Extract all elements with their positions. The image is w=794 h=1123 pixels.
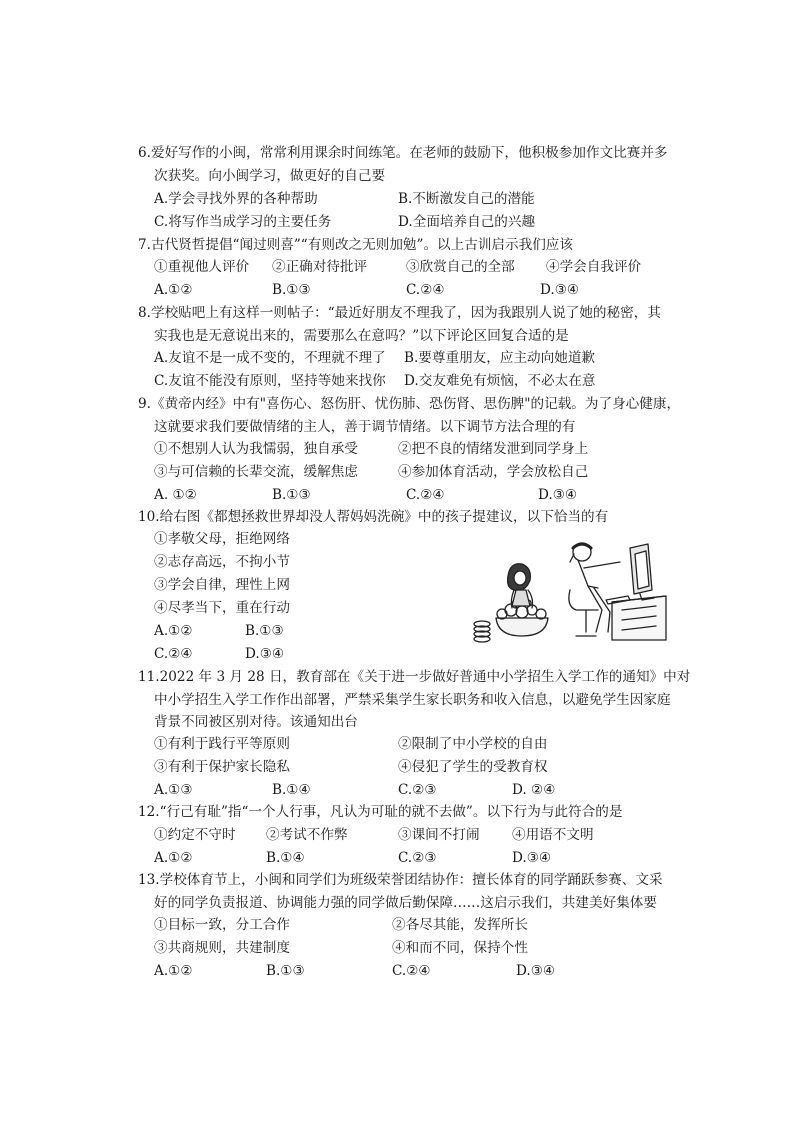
q8-option-c: C.友谊不能没有原则，坚持等她来找你 [154, 373, 386, 389]
q7-stem: 7.古代贤哲提倡“闻过则喜”“有则改之无则加勉”。以上古训启示我们应该 [138, 237, 573, 253]
q13-stem-1: 13.学校体育节上，小闽和同学们为班级荣誉团结协作：擅长体育的同学踊跃参赛、文采 [138, 872, 663, 888]
q11-statement-1: ①有利于践行平等原则 [154, 736, 290, 752]
q13-option-a: A.①② [154, 963, 193, 979]
q7-option-c: C.②④ [406, 282, 445, 298]
q12-option-c: C.②③ [398, 850, 437, 866]
q8-stem-2: 实我也是无意说出来的，需要那么在意吗？”以下评论区回复合适的是 [154, 328, 569, 344]
q9-statement-4: ④参加体育活动，学会放松自己 [398, 464, 589, 480]
q9-statement-2: ②把不良的情绪发泄到同学身上 [398, 441, 589, 457]
q12-option-b: B.①④ [266, 850, 305, 866]
q11-statement-3: ③有利于保护家长隐私 [154, 759, 290, 775]
q8-option-b: B.要尊重朋友，应主动向她道歉 [404, 350, 596, 366]
q7-statement-1: ①重视他人评价 [154, 259, 250, 275]
q9-option-b: B.①③ [272, 487, 311, 503]
q9-option-d: D.③④ [538, 487, 578, 503]
q6-stem-1: 6.爱好写作的小闽，常常利用课余时间练笔。在老师的鼓励下，他积极参加作文比赛并多 [138, 145, 668, 161]
q11-stem-1: 11.2022 年 3 月 28 日，教育部在《关于进一步做好普通中小学招生入学工作的通知》中对 [138, 669, 691, 685]
q6-option-a: A.学会寻找外界的各种帮助 [154, 191, 318, 207]
q10-stem: 10.给右图《都想拯救世界却没人帮妈妈洗碗》中的孩子提建议，以下恰当的有 [138, 509, 609, 525]
q13-option-c: C.②④ [392, 963, 431, 979]
q6-stem-2: 次获奖。向小闽学习，做更好的自己要 [154, 168, 386, 184]
q12-statement-2: ②考试不作弊 [266, 827, 348, 843]
q9-statement-1: ①不想别人认为我懦弱，独自承受 [154, 441, 358, 457]
q8-stem-1: 8.学校贴吧上有这样一则帖子：“最近好朋友不理我了，因为我跟别人说了她的秘密，其 [138, 305, 661, 321]
q12-statement-1: ①约定不守时 [154, 827, 236, 843]
q7-statement-2: ②正确对待批评 [272, 259, 368, 275]
q11-statement-4: ④侵犯了学生的受教育权 [398, 759, 548, 775]
q12-statement-4: ④用语不文明 [512, 827, 594, 843]
q7-option-b: B.①③ [272, 282, 311, 298]
q11-option-b: B.①④ [272, 782, 311, 798]
q13-statement-4: ④和而不同，保持个性 [392, 940, 528, 956]
q10-option-d: D.③④ [245, 646, 285, 662]
q8-option-a: A.友谊不是一成不变的，不理就不理了 [154, 350, 386, 366]
q10-option-b: B.①③ [245, 623, 284, 639]
q11-stem-3: 背景不同被区别对待。该通知出台 [154, 714, 358, 730]
q9-statement-3: ③与可信赖的长辈交流，缓解焦虑 [154, 464, 358, 480]
q13-statement-2: ②各尽其能，发挥所长 [392, 917, 528, 933]
desk-icon [612, 596, 666, 640]
q11-option-d: D. ②④ [512, 782, 556, 798]
q10-statement-2: ②志存高远，不拘小节 [154, 554, 290, 570]
q9-stem-2: 这就要求我们要做情绪的主人，善于调节情绪。以下调节方法合理的有 [154, 419, 576, 435]
q11-option-a: A.①③ [154, 782, 193, 798]
q11-option-c: C.②③ [398, 782, 437, 798]
q13-statement-1: ①目标一致，分工合作 [154, 917, 290, 933]
q12-option-d: D.③④ [512, 850, 552, 866]
q13-option-d: D.③④ [516, 963, 556, 979]
q7-option-d: D.③④ [540, 282, 580, 298]
q9-option-c: C.②④ [406, 487, 445, 503]
q12-stem: 12.“行己有耻”指“一个人行事，凡认为可耻的就不去做”。以下行为与此符合的是 [138, 804, 623, 820]
q10-option-c: C.②④ [154, 646, 193, 662]
q6-option-b: B.不断激发自己的潜能 [398, 191, 535, 207]
q6-option-d: D.全面培养自己的兴趣 [398, 214, 536, 230]
q13-stem-2: 好的同学负责报道、协调能力强的同学做后勤保障……这启示我们，共建美好集体要 [154, 895, 657, 911]
q10-statement-3: ③学会自律，理性上网 [154, 577, 290, 593]
cartoon-illustration [470, 540, 670, 645]
q13-option-b: B.①③ [266, 963, 305, 979]
q12-option-a: A.①② [154, 850, 193, 866]
q11-statement-2: ②限制了中小学校的自由 [398, 736, 548, 752]
q6-option-c: C.将写作当成学习的主要任务 [154, 214, 332, 230]
q12-statement-3: ③课间不打闹 [398, 827, 480, 843]
q7-statement-3: ③欣赏自己的全部 [406, 259, 515, 275]
q7-option-a: A.①② [154, 282, 193, 298]
q11-stem-2: 中小学招生入学工作作出部署，严禁采集学生家长职务和收入信息，以避免学生因家庭 [154, 692, 671, 708]
q8-option-d: D.交友难免有烦恼，不必太在意 [404, 373, 596, 389]
q10-option-a: A.①② [154, 623, 193, 639]
q9-stem-1: 9.《黄帝内经》中有"喜伤心、怒伤肝、忧伤肺、恐伤肾、思伤脾"的记载。为了身心健康， [138, 396, 681, 412]
girl-figure-icon [508, 564, 533, 608]
computer-monitor-icon [630, 544, 654, 600]
q7-statement-4: ④学会自我评价 [546, 259, 642, 275]
q13-statement-3: ③共商规则，共建制度 [154, 940, 290, 956]
plate-stack-icon [474, 621, 490, 642]
q10-statement-4: ④尽孝当下，重在行动 [154, 600, 290, 616]
q10-statement-1: ①孝敬父母，拒绝网络 [154, 531, 290, 547]
q9-option-a: A. ①② [154, 487, 197, 503]
